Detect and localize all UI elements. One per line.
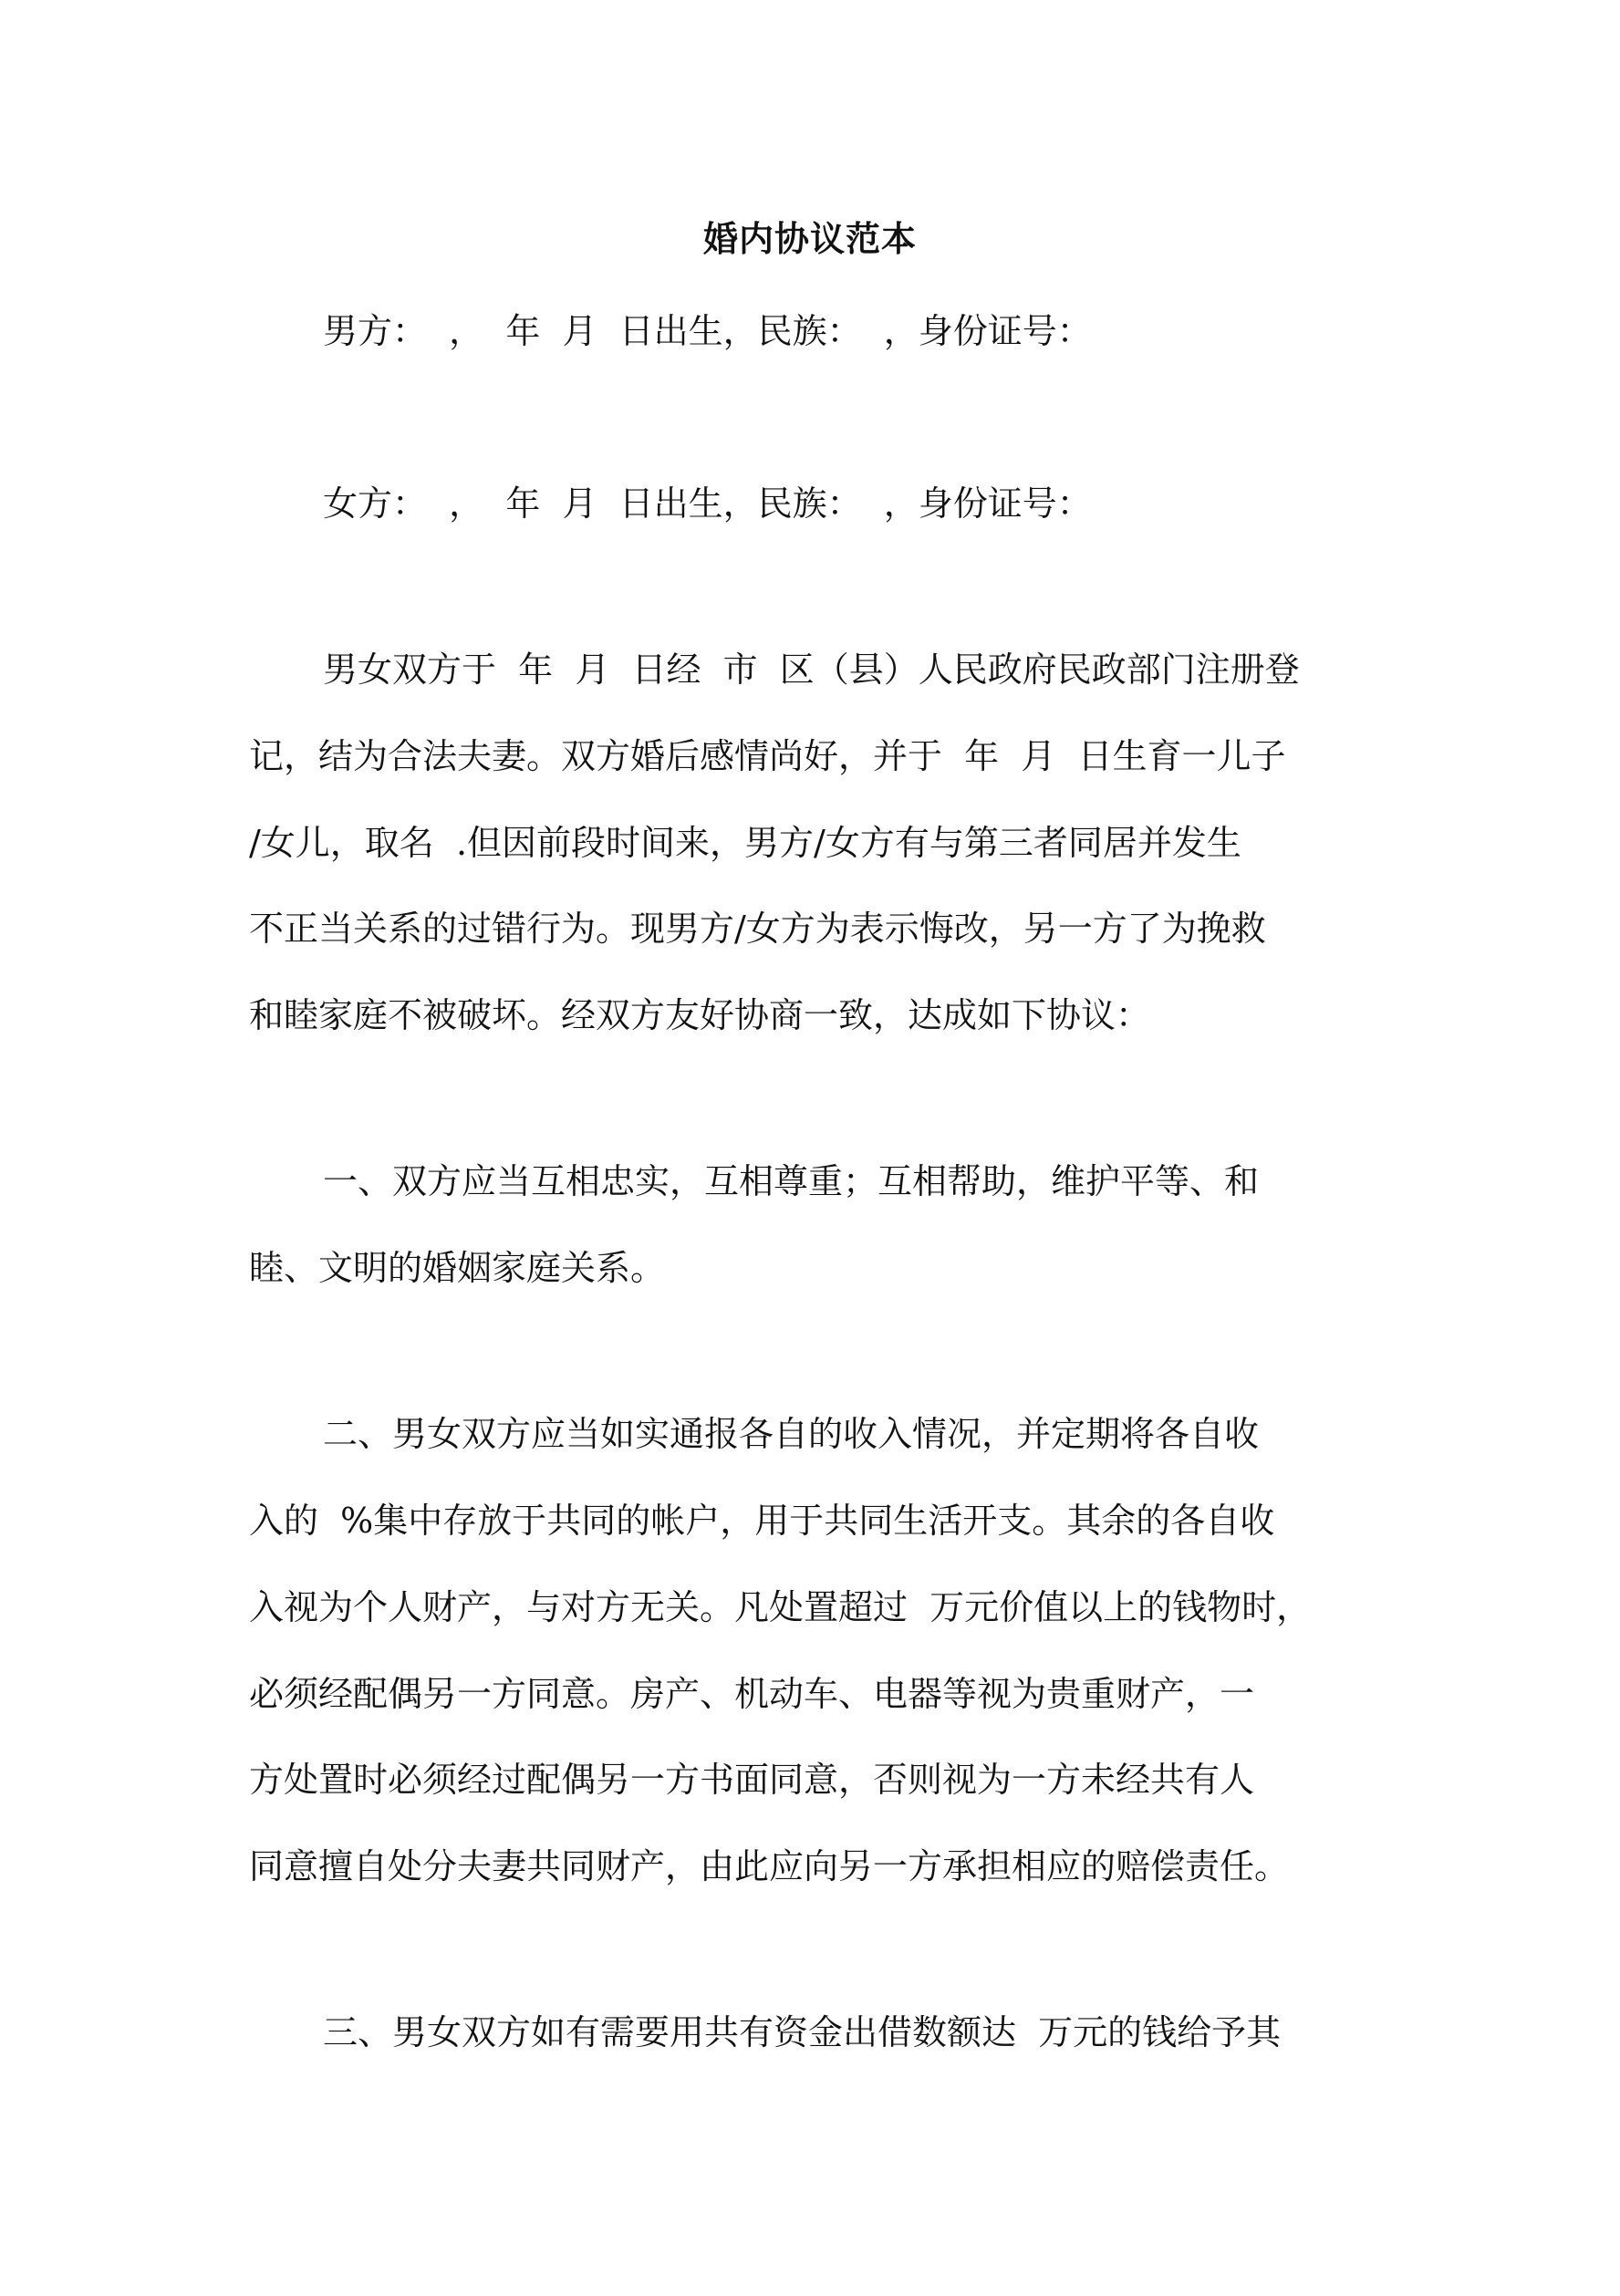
- clause-2-line-4: 必须经配偶另一方同意。房产、机动车、电器等视为贵重财产，一: [249, 1674, 1255, 1714]
- intro-line-3: /女儿，取名 .但因前段时间来，男方/女方有与第三者同居并发生: [249, 823, 1241, 863]
- female-info-line: 女方： ， 年 月 日出生，民族： ，身份证号：: [323, 483, 1092, 524]
- intro-line-2: 记，结为合法夫妻。双方婚后感情尚好，并于 年 月 日生育一儿子: [249, 736, 1286, 776]
- clause-1-line-1: 一、双方应当互相忠实，互相尊重；互相帮助，维护平等、和: [323, 1161, 1260, 1201]
- male-info-line: 男方： ， 年 月 日出生，民族： ，身份证号：: [323, 311, 1092, 351]
- intro-line-5: 和睦家庭不被破坏。经双方友好协商一致，达成如下协议：: [249, 995, 1151, 1035]
- document-title: 婚内协议范本: [702, 218, 917, 259]
- clause-2-line-5: 方处置时必须经过配偶另一方书面同意，否则视为一方未经共有人: [249, 1760, 1255, 1800]
- clause-1-line-2: 睦、文明的婚姻家庭关系。: [249, 1248, 666, 1288]
- clause-2-line-6: 同意擅自处分夫妻共同财产，由此应向另一方承担相应的赔偿责任。: [249, 1846, 1290, 1886]
- intro-line-4: 不正当关系的过错行为。现男方/女方为表示悔改，另一方了为挽救: [249, 909, 1266, 949]
- clause-2-line-2: 入的 %集中存放于共同的帐户，用于共同生活开支。其余的各自收: [249, 1501, 1275, 1541]
- clause-2-line-1: 二、男女双方应当如实通报各自的收入情况，并定期将各自收: [323, 1414, 1260, 1454]
- intro-line-1: 男女双方于 年 月 日经 市 区（县）人民政府民政部门注册登: [323, 649, 1300, 690]
- clause-3-line-1: 三、男女双方如有需要用共有资金出借数额达 万元的钱给予其: [323, 2012, 1282, 2052]
- clause-2-line-3: 入视为个人财产，与对方无关。凡处置超过 万元价值以上的钱物时，: [249, 1587, 1312, 1627]
